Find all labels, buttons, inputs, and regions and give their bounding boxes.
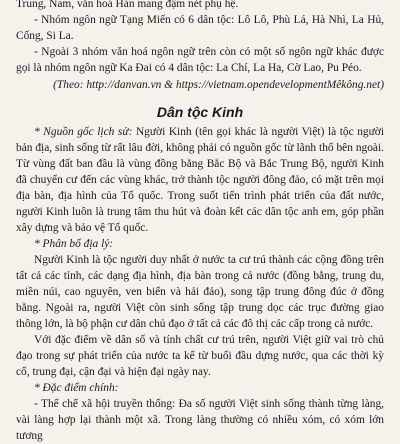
origin-text: Người Kinh (tên gọi khác là người Việt) là tộc người bản địa, sinh sống từ rất lâu đời, không phải có nguồn gốc từ lãnh thổ bên ngoài. Từ vùng đất ban đầu là vùng đồng bằng Bắc Bộ và Bắc Trung Bộ, người Kinh đã chuyển cư đến các vùng khác, trở thành tộc người đông đảo, có mặt trên mọi địa bàn, địa hình của Tổ quốc. Trong suốt tiến trình phát triển của đất nước, người Kinh luôn là trung tâm thu hút và đoàn kết các dân tộc anh em, góp phần xây dựng và bảo vệ Tổ quốc.: [16, 126, 384, 234]
features-label: * Đặc điểm chính:: [34, 382, 119, 394]
intro-tang-mien: - Nhóm ngôn ngữ Tạng Miến có 6 dân tộc: Lô Lô, Phù Lá, Hà Nhì, La Hủ, Cống, Si La.: [16, 14, 384, 42]
source-citation: (Theo: http://danvan.vn & https://vietnam.opendevelopmentMêkông.net): [53, 79, 384, 91]
distribution-label: * Phân bố địa lý:: [34, 238, 114, 250]
origin-paragraph: [16, 124, 384, 236]
intro-line-top: Trung, Nam, văn hoá Hán mang đậm nét phụ hệ.: [16, 0, 239, 10]
distribution-paragraph-1: Người Kinh là tộc người duy nhất ở nước ta cư trú thành các cộng đồng trên tất cả các tỉnh, các dạng địa hình, địa bàn trong cả nước (đồng bằng, trung du, miền núi, cao nguyên, ven biển và hải đảo), song tập trung đông đúc ở đồng bằng. Ngoài ra, người Việt còn sinh sống tập trung dọc các trục đường giao thông lớn, là bộ phận cư dân chủ đạo ở tất cả các đô thị các cấp trong cả nước.: [16, 254, 384, 330]
features-paragraph: - Thể chế xã hội truyền thống: Đa số người Việt sinh sống thành từng làng, vài làng hợp lại thành một xã. Trong làng thường có nhiều xóm, có xóm lớn tương: [16, 398, 384, 442]
intro-ka-dai: - Ngoài 3 nhóm văn hoá ngôn ngữ trên còn có một số ngôn ngữ khác được gọi là nhóm ngôn ngữ Ka Đai có 4 dân tộc: La Chí, La Ha, Cờ Lao, Pu Péo.: [16, 46, 384, 74]
origin-label: * Nguồn gốc lịch sử:: [34, 126, 133, 138]
section-title: Dân tộc Kinh: [156, 104, 244, 120]
distribution-paragraph-2: Với đặc điểm về dân số và tính chất cư trú trên, người Việt giữ vai trò chủ đạo trong sự phát triển của nước ta kể từ buổi đầu dựng nước, qua các thời kỳ cổ, trung đại, cận đại và hiện đại ngày nay.: [16, 334, 384, 378]
